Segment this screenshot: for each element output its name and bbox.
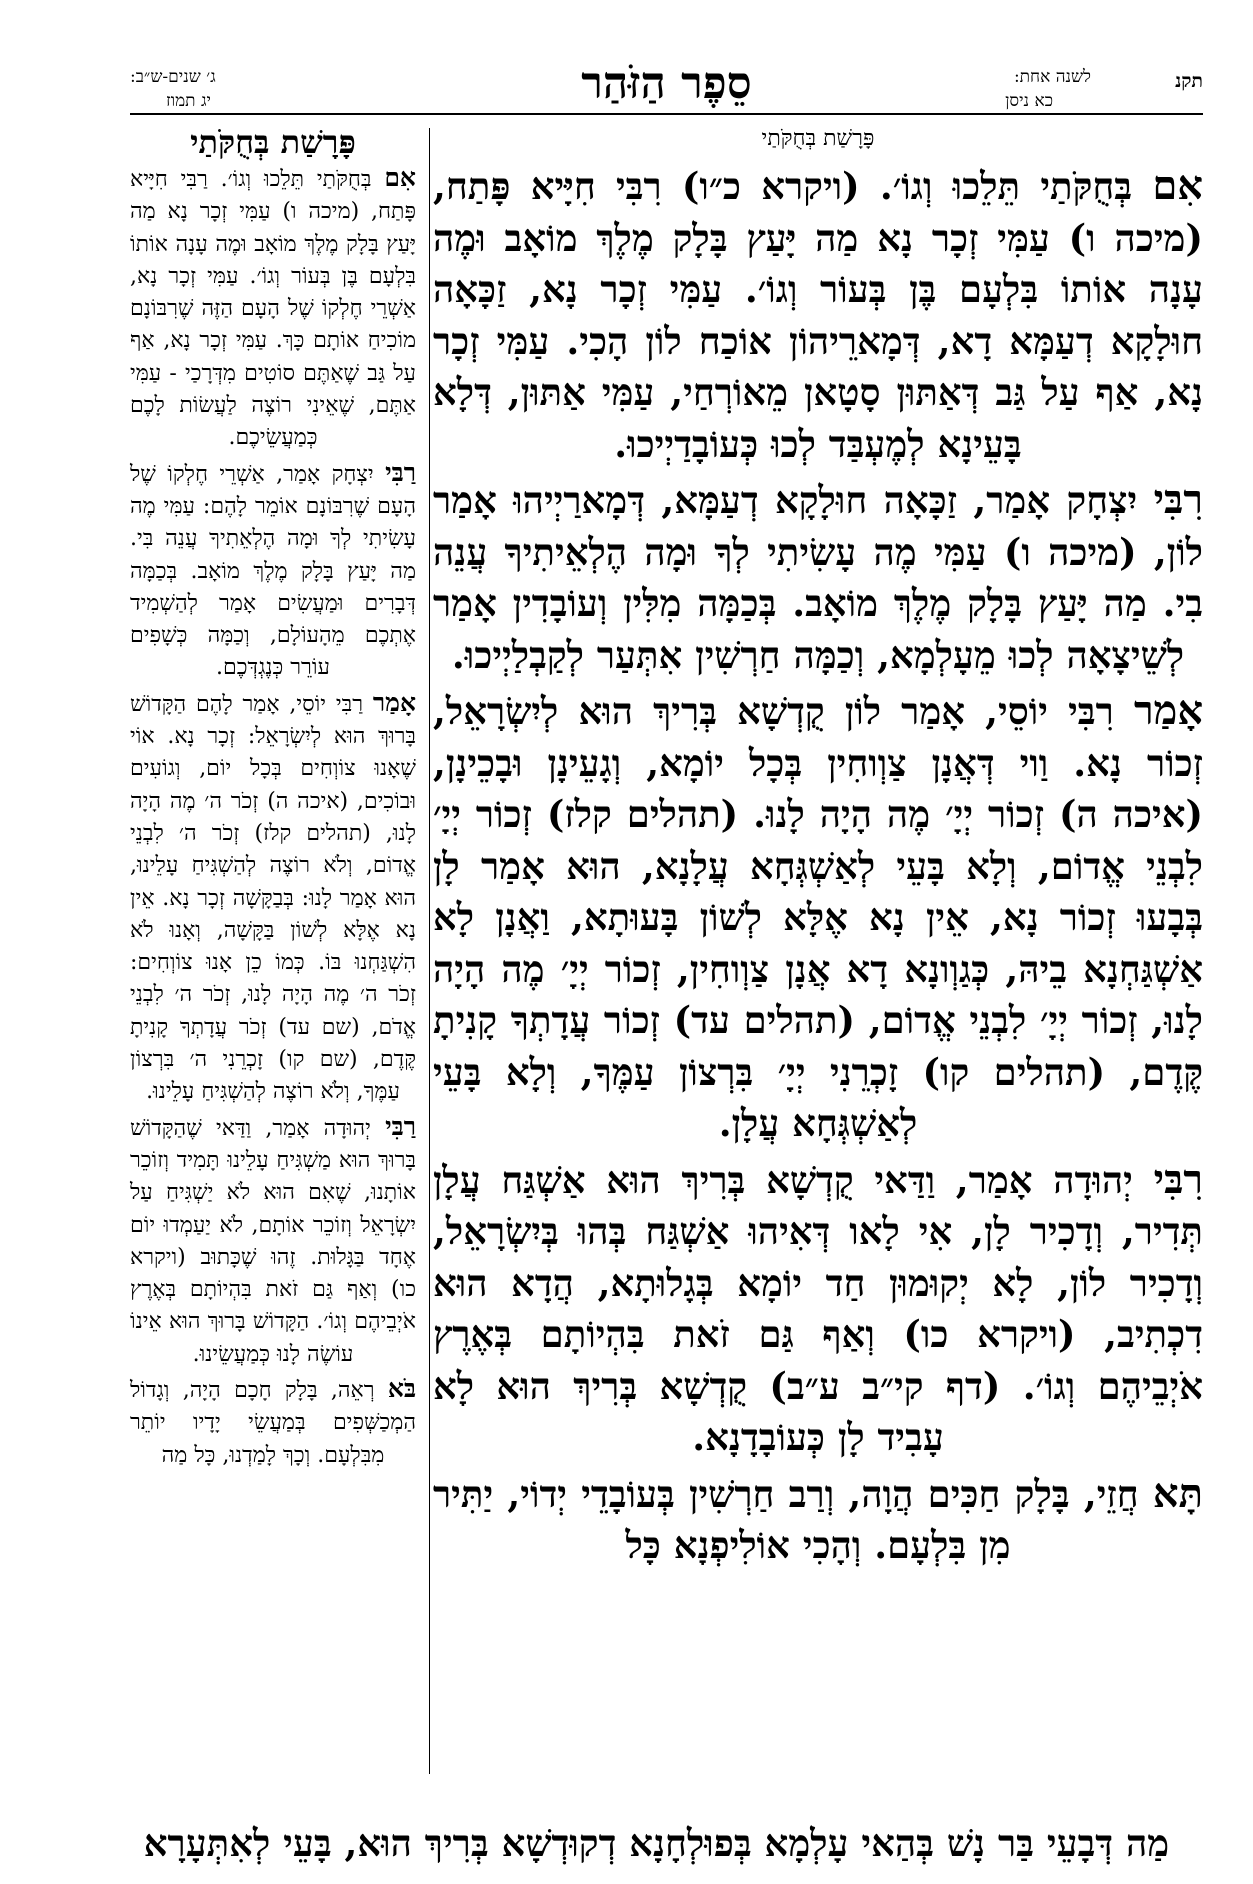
book-title: סֵפֶר הַזֹּהַר <box>581 58 752 109</box>
paragraph-text: יִצְחָק אָמַר, זַכָּאָה חוּלָקָא דְעַמָּא, דְּמָארַיְיהוּ אָמַר לוֹן, (מיכה ו) עַמִּי מֶה עָשִׂיתִי לְךָ וּמָה הֶלְאֵיתִיךָ עֲנֵה בִי. מַה יָּעַץ בָּלָק מֶלֶךְ מוֹאָב. בְּכַמָּה מִלִּין וְעוֹבָדִין אָמַר לְשֵׁיצָאָה לְכוּ מֵעָלְמָא, וְכַמָּה חַרְשִׁין אִתְּעַר לְקַבְלַיְיכוּ. <box>433 478 1203 677</box>
main-paragraph <box>433 1154 1203 1464</box>
aramaic-column <box>433 122 1203 1814</box>
main-paragraph <box>433 1468 1203 1572</box>
side-paragraph <box>130 687 416 1109</box>
header-right-top: לשנה אחת: <box>1013 67 1091 87</box>
side-paragraph <box>130 162 416 455</box>
paragraph-lead-word: אִם <box>1152 162 1203 209</box>
paragraph-text: חֲזֵי, בָּלָק חַכִּים הֲוָה, וְרַב חַרְשִׁין בְּעוֹבָדֵי יְדוֹי, יַתִּיר מִן בִּלְעָם. וְהָכִי אוֹלִיפְנָא כָּל <box>433 1471 1139 1567</box>
header-right-bottom: כא ניסן <box>1005 91 1053 111</box>
page-header <box>130 48 1203 112</box>
side-paragraph <box>130 457 416 685</box>
paragraph-text: יְהוּדָה אָמַר, וַדַּאי קֻדְשָׁא בְּרִיךְ הוּא אַשְׁגַּח עֲלָן תְּדִיר, וְדָכִיר לָן, אִי לָאו דְּאִיהוּ אַשְׁגַּח בְּהוּ בְּיִשְׂרָאֵל, וְדָכִיר לוֹן, לָא יְקוּמוּן חַד יוֹמָא בְּגָלוּתָא, הֲדָא הוּא דִכְתִיב, (ויקרא כו) וְאַף גַּם זֹאת בִּהְיוֹתָם בְּאֶרֶץ אֹיְבֵיהֶם וְגוֹ׳. (דף קי״ב ע״ב) קֻדְשָׁא בְּרִיךְ הוּא לָא עָבִיד לָן כְּעוֹבָדָנָא. <box>433 1157 1203 1459</box>
paragraph-lead-word: אִם <box>384 163 416 192</box>
paragraph-text: בְּחֻקֹּתַי תֵּלֵכוּ וְגוֹ׳. רַבִּי חִיָּיא פָּתַח, (מיכה ו) עַמִּי זְכָר נָא מַה יָּעַץ בָּלָק מֶלֶךְ מוֹאָב וּמֶה עָנָה אוֹתוֹ בִּלְעָם בֶּן בְּעוֹר וְגוֹ׳. עַמִּי זְכָר נָא, אַשְׁרֵי חֶלְקוֹ שֶׁל הָעָם הַזֶּה שֶׁרִבּוֹנָם מוֹכִיחַ אוֹתָם כָּךְ. עַמִּי זְכָר נָא, אַף עַל גַּב שֶׁאַתֶּם סוֹטִים מִדְּרָכַי - עַמִּי אַתֶּם, שֶׁאֵינִי רוֹצֶה לַעֲשׂוֹת לָכֶם כְּמַעֲשֵׂיכֶם. <box>130 167 416 451</box>
main-column-heading: פָּרָשַׁת בְּחֻקֹּתַי <box>761 126 875 151</box>
hebrew-translation-column <box>130 122 416 1814</box>
paragraph-lead-word: תָּא <box>1152 1469 1203 1517</box>
paragraph-lead-word: רַבִּי <box>385 1111 416 1141</box>
paragraph-lead-word: בֹּא <box>387 1373 416 1403</box>
side-paragraph <box>130 1111 416 1371</box>
page-number: תקנ <box>1175 70 1203 92</box>
paragraph-text: יְהוּדָה אָמַר, וַדַּאי שֶׁהַקָּדוֹשׁ בָּרוּךְ הוּא מַשְׁגִּיחַ עָלֵינוּ תָּמִיד וְזוֹכֵר אוֹתָנוּ, שֶׁאִם הוּא לֹא יַשְׁגִּיחַ עַל יִשְׂרָאֵל וְזוֹכֵר אוֹתָם, לֹא יַעַמְדוּ יוֹם אֶחָד בַּגָּלוּת. זֶהוּ שֶׁכָּתוּב (ויקרא כו) וְאַף גַּם זֹאת בִּהְיוֹתָם בְּאֶרֶץ אֹיְבֵיהֶם וְגוֹ׳. הַקָּדוֹשׁ בָּרוּךְ הוּא אֵינוֹ עוֹשֶׂה לָנוּ כְּמַעֲשֵׂינוּ. <box>130 1115 416 1367</box>
text-columns <box>130 122 1203 1814</box>
full-width-continuation-line: מַה דְּבָעֵי בַּר נָשׁ בְּהַאי עָלְמָא בְּפוּלְחָנָא דְקוּדְשָׁא בְּרִיךְ הוּא, בָּעֵי לְאִתְּעָרָא <box>143 1821 1170 1865</box>
header-left-top: ג׳ שנים-ש״ב: <box>130 67 216 87</box>
paragraph-text: רַבִּי יוֹסֵי, אָמַר לָהֶם הַקָּדוֹשׁ בָּרוּךְ הוּא לְיִשְׂרָאֵל: זְכָר נָא. אוֹי שֶׁאָנוּ צוֹוְחִים בְּכָל יוֹם, וְגוֹעִים וּבוֹכִים, (איכה ה) זְכֹר ה׳ מֶה הָיָה לָנוּ, (תהלים קלז) זְכֹר ה׳ לִבְנֵי אֱדוֹם, וְלֹא רוֹצֶה לְהַשְׁגִּיחַ עָלֵינוּ, הוּא אָמַר לָנוּ: בְּבַקָּשָׁה זְכָר נָא. אֵין נָא אֶלָּא לְשׁוֹן בַּקָּשָׁה, וְאָנוּ לֹא הִשְׁגַּחְנוּ בּוֹ. כְּמוֹ כֵן אָנוּ צוֹוְחִים: זְכֹר ה׳ מֶה הָיָה לָנוּ, זְכֹר ה׳ לִבְנֵי אֱדֹם, (שם עד) זְכֹר עֲדָתְךָ קָנִיתָ קֶּדֶם, (שם קו) זָכְרֵנִי ה׳ בִּרְצוֹן עַמֶּךָ, וְלֹא רוֹצֶה לְהַשְׁגִּיחַ עָלֵינוּ. <box>130 691 416 1105</box>
paragraph-text: רִבִּי יוֹסֵי, אָמַר לוֹן קֻדְשָׁא בְּרִיךְ הוּא לְיִשְׂרָאֵל, זְכוֹר נָא. וַוי דְּאֲנָן צַוְוחִין בְּכָל יוֹמָא, וְגָעֵינָן וּבָכֵינָן, (איכה ה) זְכוֹר יְיָ׳ מֶה הָיָה לָנוּ. (תהלים קלז) זְכוֹר יְיָ׳ לִבְנֵי אֱדוֹם, וְלָא בָּעֵי לְאַשְׁגְּחָא עֲלָנָא, הוּא אָמַר לָן בְּבָעוּ זְכוֹר נָא, אֵין נָא אֶלָּא לְשׁוֹן בָּעוּתָא, וַאֲנָן לָא אַשְׁגַּחְנָא בֵיהּ, כְּגַוְונָא דָא אֲנָן צַוְוחִין, זְכוֹר יְיָ׳ מֶה הָיָה לָנוּ, זְכוֹר יְיָ׳ לִבְנֵי אֱדוֹם, (תהלים עד) זְכוֹר עֲדָתְךָ קָנִיתָ קֶּדֶם, (תהלים קו) זָכְרֵנִי יְיָ׳ בִּרְצוֹן עַמֶּךָ, וְלָא בָּעֵי לְאַשְׁגְּחָא עֲלָן. <box>433 689 1203 1145</box>
paragraph-lead-word: רִבִּי <box>1153 1155 1203 1203</box>
paragraph-lead-word: אָמַר <box>1133 687 1203 734</box>
paragraph-text: רְאֵה, בָּלָק חָכָם הָיָה, וְגָדוֹל הַמְכַשְּׁפִים בְּמַעֲשֵׂי יָדָיו יוֹתֵר מִבִּלְעָם. וְכָךְ לָמַדְנוּ, כָּל מַה <box>130 1377 416 1468</box>
main-paragraph <box>433 160 1203 470</box>
header-rule <box>130 113 1203 115</box>
paragraph-lead-word: רִבִּי <box>1153 476 1203 523</box>
side-column-heading: פָּרָשַׁת בְּחֻקֹּתַי <box>190 123 356 161</box>
header-left-bottom: יג תמוז <box>166 91 212 111</box>
main-paragraph <box>433 474 1203 681</box>
column-divider <box>429 128 430 1774</box>
main-paragraph <box>433 685 1203 1150</box>
side-paragraph <box>130 1373 416 1472</box>
paragraph-text: בְּחֻקֹּתַי תֵּלֵכוּ וְגוֹ׳. (ויקרא כ״ו) רִבִּי חִיָּיא פָּתַח, (מיכה ו) עַמִּי זְכָר נָא מַה יָּעַץ בָּלָק מֶלֶךְ מוֹאָב וּמֶה עָנָה אוֹתוֹ בִּלְעָם בֶּן בְּעוֹר וְגוֹ׳. עַמִּי זְכָר נָא, זַכָּאָה חוּלָקָא דְעַמָּא דָא, דְּמָארֵיהוֹן אוֹכַח לוֹן הָכִי. עַמִּי זְכָר נָא, אַף עַל גַּב דְּאַתּוּן סָטָאן מֵאוֹרְחַי, עַמִּי אַתּוּן, דְּלָא בָּעֵינָא לְמֶעְבַּד לְכוּ כְּעוֹבָדַיְיכוּ. <box>433 164 1203 466</box>
paragraph-text: יִצְחָק אָמַר, אַשְׁרֵי חֶלְקוֹ שֶׁל הָעָם שֶׁרִבּוֹנָם אוֹמֵר לָהֶם: עַמִּי מֶה עָשִׂיתִי לְךָ וּמָה הֶלְאֵתִיךָ עֲנֵה בִּי. מַה יָּעַץ בָּלָק מֶלֶךְ מוֹאָב. בְּכַמָּה דְּבָרִים וּמַעֲשִׂים אָמַר לְהַשְׁמִיד אֶתְכֶם מֵהָעוֹלָם, וְכַמָּה כְּשָׁפִים עוֹרֵר כְּנֶגְדְּכֶם. <box>130 461 416 681</box>
paragraph-lead-word: אָמַר <box>372 687 416 717</box>
paragraph-lead-word: רַבִּי <box>385 457 416 487</box>
